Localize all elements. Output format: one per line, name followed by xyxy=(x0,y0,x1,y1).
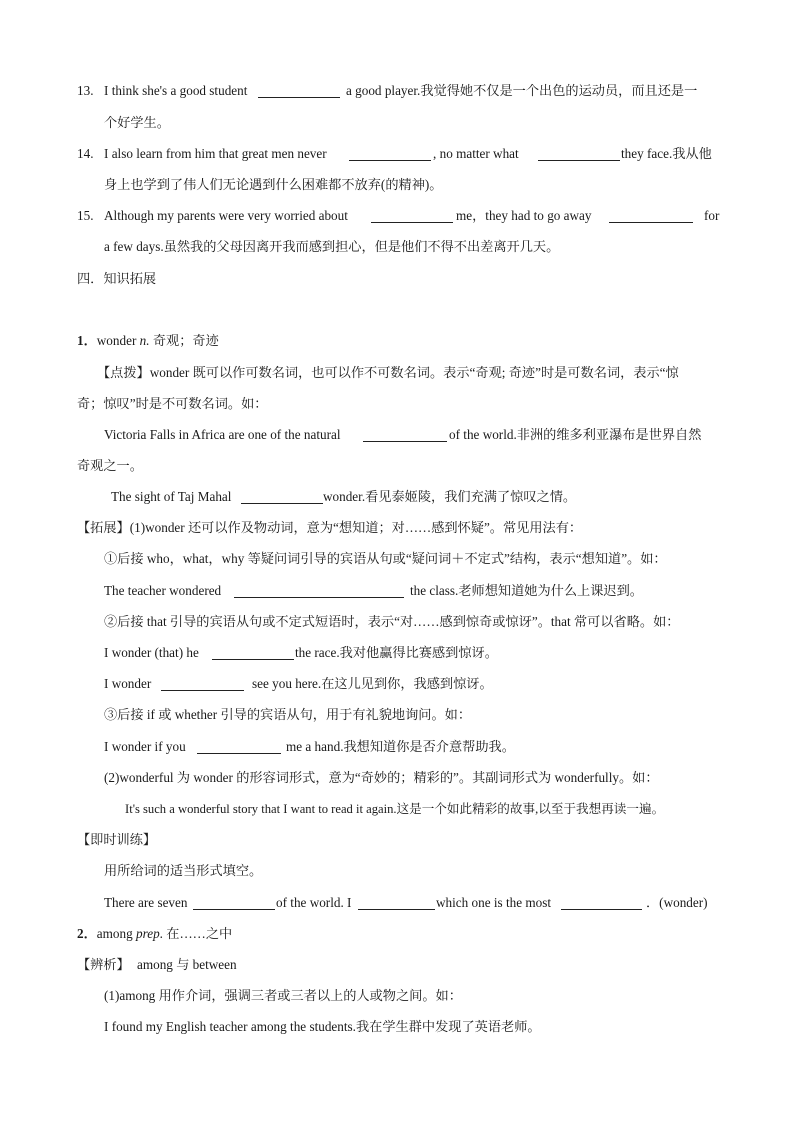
answer-blank[interactable] xyxy=(561,896,642,910)
exercise-text: a few days.虽然我的父母因离开我而感到担心，但是他们不得不出差离开几天。 xyxy=(104,239,560,254)
answer-blank[interactable] xyxy=(609,209,693,223)
paragraph-text: ②后接 that 引导的宾语从句或不定式短语时，表示“对……感到惊奇或惊讶”。that 常可以省略。如： xyxy=(104,614,680,629)
paragraph-text: ③后接 if 或 whether 引导的宾语从句，用于有礼貌地询问。如： xyxy=(104,707,472,722)
item-number: 1． xyxy=(77,333,97,348)
paragraph-text: 用所给词的适当形式填空。 xyxy=(104,863,263,878)
example-text: the race.我对他赢得比赛感到惊讶。 xyxy=(295,645,498,660)
answer-blank[interactable] xyxy=(258,84,340,98)
vocab-word: wonder xyxy=(96,333,137,348)
practice-title: 【即时训练】 xyxy=(77,832,157,847)
example-text: I wonder if you xyxy=(104,739,186,754)
answer-blank[interactable] xyxy=(212,646,294,660)
paragraph-text: 【点拨】wonder 既可以作可数名词，也可以作不可数名词。表示“奇观; 奇迹”时是可数名词，表示“惊 xyxy=(97,365,679,380)
exercise-number: 14. xyxy=(77,146,94,161)
exercise-text: for xyxy=(704,208,720,223)
paragraph-text: (1)among 用作介词，强调三者或三者以上的人或物之间。如： xyxy=(104,988,462,1003)
example-text: me a hand.我想知道你是否介意帮助我。 xyxy=(286,739,515,754)
exercise-text: 身上也学到了伟人们无论遇到什么困难都不放弃(的精神)。 xyxy=(104,177,443,192)
exercise-text: , no matter what xyxy=(433,146,519,161)
example-text: The teacher wondered xyxy=(104,583,222,598)
exercise-text: 个好学生。 xyxy=(104,115,170,130)
exercise-number: 13. xyxy=(77,83,94,98)
exercise-text: a good player.我觉得她不仅是一个出色的运动员，而且还是一 xyxy=(346,83,698,98)
exercise-text: which one is the most xyxy=(436,895,552,910)
example-text: I wonder (that) he xyxy=(104,645,199,660)
exercise-text: me，they had to go away xyxy=(456,208,592,223)
answer-blank[interactable] xyxy=(161,677,244,691)
example-text: 奇观之一。 xyxy=(77,458,143,473)
exercise-number: 15. xyxy=(77,208,94,223)
exercise-text: I think she's a good student xyxy=(104,83,248,98)
answer-blank[interactable] xyxy=(197,740,281,754)
answer-blank[interactable] xyxy=(358,896,435,910)
analysis-tag: 【辨析】 xyxy=(77,957,130,972)
item-number: 2． xyxy=(77,926,97,941)
paragraph-text: 奇；惊叹”时是不可数名词。如： xyxy=(77,396,268,411)
answer-blank[interactable] xyxy=(241,490,323,504)
part-of-speech: n. xyxy=(139,333,150,348)
example-text: I found my English teacher among the students.我在学生群中发现了英语老师。 xyxy=(104,1019,541,1034)
answer-blank[interactable] xyxy=(234,584,404,598)
paragraph-text: ①后接 who，what，why 等疑问词引导的宾语从句或“疑问词＋不定式”结构，表示“想知道”。如： xyxy=(104,551,667,566)
example-text: I wonder xyxy=(104,676,152,691)
vocab-meaning: 奇观；奇迹 xyxy=(149,333,219,348)
paragraph-text: among 与 between xyxy=(137,957,237,972)
exercise-text: of the world. I xyxy=(276,895,352,910)
exercise-text: ．(wonder) xyxy=(646,895,708,910)
example-text: the class.老师想知道她为什么上课迟到。 xyxy=(410,583,643,598)
answer-blank[interactable] xyxy=(193,896,275,910)
example-text: It's such a wonderful story that I want to read it again.这是一个如此精彩的故事,以至于我想再读一遍。 xyxy=(125,802,665,816)
example-text: see you here.在这儿见到你，我感到惊讶。 xyxy=(252,676,493,691)
vocab-meaning: . 在……之中 xyxy=(159,926,233,941)
example-text: The sight of Taj Mahal xyxy=(111,489,232,504)
paragraph-text: (2)wonderful 为 wonder 的形容词形式，意为“奇妙的；精彩的”。其副词形式为 wonderfully。如： xyxy=(104,770,659,785)
exercise-text: Although my parents were very worried about xyxy=(104,208,348,223)
answer-blank[interactable] xyxy=(363,428,447,442)
answer-blank[interactable] xyxy=(538,147,620,161)
example-text: wonder.看见泰姬陵，我们充满了惊叹之情。 xyxy=(323,489,577,504)
exercise-text: There are seven xyxy=(104,895,188,910)
vocab-word: among xyxy=(96,926,133,941)
example-text: of the world.非洲的维多利亚瀑布是世界自然 xyxy=(449,427,702,442)
answer-blank[interactable] xyxy=(349,147,431,161)
answer-blank[interactable] xyxy=(371,209,453,223)
example-text: Victoria Falls in Africa are one of the natural xyxy=(104,427,341,442)
paragraph-text: 【拓展】(1)wonder 还可以作及物动词，意为“想知道；对……感到怀疑”。常见用法有： xyxy=(77,520,583,535)
section-title: 四．知识拓展 xyxy=(77,271,157,286)
exercise-text: I also learn from him that great men never xyxy=(104,146,327,161)
exercise-text: they face.我从他 xyxy=(621,146,712,161)
part-of-speech: prep xyxy=(135,926,160,941)
